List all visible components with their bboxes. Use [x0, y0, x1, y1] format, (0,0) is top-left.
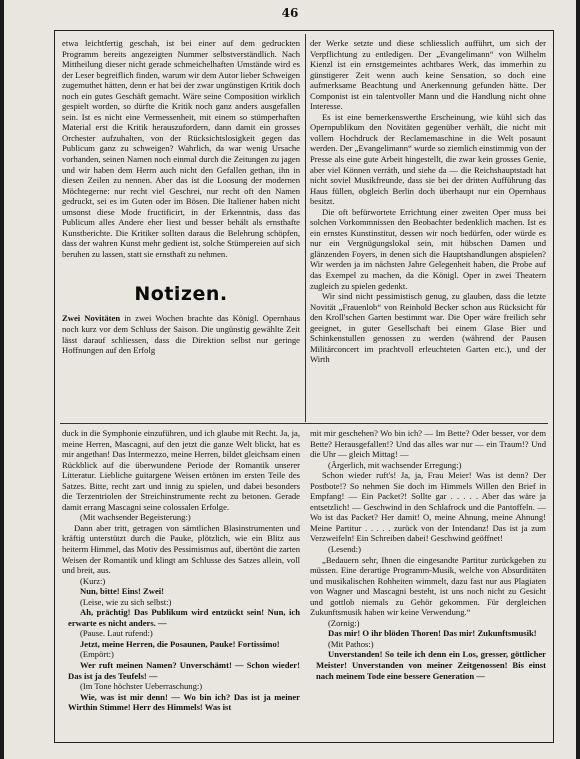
stage-direction: (Mit wachsender Begeisterung:)	[80, 512, 191, 523]
column-bottom-right	[310, 428, 546, 740]
text-block: duck in die Symphonie einzuführen, und ich glaube mit Recht. Ja, ja, meine Herren, Mascagni, auf den jetzt die ganze Welt blickt, hat es mir angethan! Das Intermezzo, meine Herren, bildet gleichsam einen Rückblick auf die überwundene Periode der Romantik unserer Litteratur. Liebliche guitargene Weisen ertönen im ersten Teile des Satzes. Bitte, recht zart und innig zu spielen, und dabei besonders die Terzentriolen der Streichinstrumente recht zu betonen. Gerade damit errang Mascagni seine colossalen Erfolge.	[62, 428, 300, 512]
spoken-line: Wer ruft meinen Namen? Unverschämt! — Schon wieder! Das ist ja des Teufels! —	[68, 660, 300, 681]
column-top-right	[310, 38, 546, 420]
section-heading-notizen: Notizen.	[134, 283, 228, 306]
notizen-paragraph	[62, 313, 300, 355]
column-top-left	[62, 38, 300, 420]
paragraph: etwa leichtfertig geschah, ist bei einer auf dem gedruckten Programm bereits angezeigten Nummer selbstverständlich. Nach Mittheilung dieser nicht gerade schmeichelhaften Umstände wird es der Leser begreiflich finden, warum wir dem Autor lieber Schweigen zugemuthet hätten, denn er hat bei der zwar ungünstigen Kritik doch noch ein gutes Geschäft gemacht. Wäre seine Composition wirklich gespielt worden, so dürfte die Kritik noch ganz anders ausgefallen sein. Ist es nicht eine Vermessenheit, mit einem so stümperhaften Material erst die Kritik herauszufordern, dann damit ein grosses Orchester aufzuhalten, von der Rücksichtslosigkeit gegen das Publicum ganz zu schweigen? Wahrlich, da war wenig Ursache vorhanden, seinen Namen noch einmal durch die Zeitungen zu jagen und wir haben dem Herrn auch nicht den Gefallen gethan, ihn in diesen Zeilen zu nennen. Aber das ist die Loosung der modernen Möchtegerne: nur recht viel Geschrei, nur recht oft den Namen gedruckt, sei es im Guten oder im Bösen. Die Italiener haben nicht umsonst diese Mode fructificirt, in der Erkenntnis, dass das Publicum alles Andere eher liest und besser behält als ernsthafte Kunstberichte. Die Kritiker sollten daraus die Belehrung schöpfen, dass der wahren Kunst mehr gedient ist, solche Stümpereien auf sich beruhen zu lassen, statt sie ernsthaft zu nehmen.	[62, 38, 300, 259]
section-divider	[60, 423, 548, 424]
column-divider	[305, 34, 306, 422]
spoken-line: Wie, was ist mir denn! — Wo bin ich? Das ist ja meiner Wirthin Stimme! Herr des Himmels! Was ist	[68, 691, 300, 713]
stage-direction: (Empört:)	[80, 649, 114, 660]
stage-direction: (Mit Pathos:)	[328, 638, 374, 649]
page-number: 46	[281, 6, 299, 20]
paragraph: Wir sind nicht pessimistisch genug, zu glauben, dass die letzte Novität „Frauenlob“ von Reinhold Becker schon aus Rücksicht für den Kroll'schen Garten bestimmt war. Die Oper wäre freilich sehr geeignet, in guter Gesellschaft bei einem Glase Bier und Schinkenstullen genossen zu werden (während der Pausen Militärconcert im prachtvoll erleuchteten Garten etc.), und der Wirth	[310, 291, 546, 365]
stage-direction: (Lesend:)	[328, 544, 361, 555]
spoken-line: Das mir! O ihr blöden Thoren! Das mir! Zukunftsmusik!	[328, 628, 537, 639]
stage-direction: (Zornig:)	[328, 617, 360, 628]
text-block: „Bedauern sehr, Ihnen die eingesandte Partitur zurückgeben zu müssen. Eine derartige Programm-Musik, welche von Absurditäten und musikalischen Rohheiten wimmelt, dazu fast nur aus Plagiaten von Wagner und Mascagni besteht, ist uns noch nicht zu Gesicht und gottlob niemals zu Gehör gekommen. Für dergleichen Zukunftsmusik haben wir keine Verwendung.“	[310, 554, 546, 618]
text-block: mit mir geschehen? Wo bin ich? — Im Bette? Oder besser, vor dem Bette? Herausgefallen!? Und das alles war nur — ein Traum!? Und die Uhr — gleich Mittag! —	[310, 428, 546, 460]
stage-direction: (Leise, wie zu sich selbst:)	[80, 596, 172, 607]
spoken-line: Unverstanden! So teile ich denn ein Los, gresser, göttlicher Meister! Unverstanden von meiner Zeitgenossen! Bis einst nach meinem Tode eine bessere Generation —	[316, 649, 546, 681]
paragraph: Es ist eine bemerkenswerthe Erscheinung, wie kühl sich das Opernpublikum den Novitäten gegenüber verhält, die nicht mit vollem Hochdruck der Reclamemaschine in die Welt posaunt werden. Der „Evangelimann“ wurde so ziemlich einstimmig von der Presse als eine gute Arbeit hingestellt, die zwar kein grosses Genie, aber viel Können verräth, und siehe da — die Reichshauptstadt hat nicht soviel Musikfreunde, dass sie bei der dritten Aufführung das Haus füllen, obgleich Berlin doch überhaupt nur ein Opernhaus besitzt.	[310, 111, 546, 207]
spoken-line: Nun, bitte! Eins! Zwei!	[80, 586, 165, 597]
stage-direction: (Pause. Laut rufend:)	[80, 628, 153, 639]
document-page	[4, 0, 576, 759]
notizen-run-in-head: Zwei Novitäten	[62, 313, 121, 324]
spoken-line: Jetzt, meine Herren, die Posaunen, Pauke! Fortissimo!	[80, 638, 280, 649]
column-bottom-left	[62, 428, 300, 740]
text-block: Schon wieder ruft's! Ja, ja, Frau Meier! Was ist denn? Der Postbote!? So nehmen Sie doch im Himmels Willen den Brief in Empfang! — Ein Packet?! Sollte gar . . . . . Aber das wäre ja entsetzlich! — Geschwind in den Schlafrock und die Pantoffeln. — Wo ist das Packet? Her damit! O, meine Ahnung, meine Ahnung! Meine Partitur . . . . . zurück von der Intendanz! Das ist ja zum Verzweifeln! Ein Schreiben dabei! Geschwind geöffnet!	[310, 470, 546, 544]
spoken-line: Ah, prächtig! Das Publikum wird entzückt sein! Nun, ich erwarte es nicht anders. —	[68, 607, 300, 628]
stage-direction: (Im Tone höchster Ueberraschung:)	[80, 681, 203, 692]
stage-direction: (Kurz:)	[80, 575, 106, 586]
text-block: Dann aber tritt, getragen von sämtlichen Blasinstrumenten und kräftig unterstützt durch die Pauke, plötzlich, wie ein Blitz aus heiterm Himmel, das Motiv des Pessimismus auf, übertönt die zarten Weisen der Romantik und klingt am Schlusse des Satzes allein, voll und breit, aus.	[62, 522, 300, 576]
notizen-body: in zwei Wochen brachte das Königl. Opernhaus noch kurz vor dem Schluss der Saison. Die ungünstig gewählte Zeit lässt darauf schliessen, dass die Direktion selbst nur geringe Hoffnungen auf den Erfolg	[62, 313, 300, 356]
paragraph: der Werke setzte und diese schliesslich aufführt, um sich der Verpflichtung zu entledigen. Der „Evangelimann“ von Wilhelm Kienzl ist ein ernstgemeintes achtbares Werk, das immerhin zu günstigerer Zeit wenn auch keine Sensation, so doch eine aufmerksame Beachtung und Anerkennung gefunden hätte. Der Componist ist ein talentvoller Mann und die Handlung nicht ohne Interesse.	[310, 38, 546, 112]
stage-direction: (Ärgerlich, mit wachsender Erregung:)	[328, 459, 462, 470]
paragraph: Die oft befürwortete Errichtung einer zweiten Oper muss bei solchen Vorkommnissen den Beobachter bedenklich machen. Ist es ein ernstes Kunstinstitut, dessen wir noch bedürfen, oder würde es nur ein Vergnügungslokal sein, mit hübschen Damen und glänzenden Foyers, in denen sich die Hauptshandlungen abspielen? Wir werden ja im nächsten Jahre Gelegenheit haben, die Probe auf das Exempel zu machen, da die Königl. Oper in zwei Theatern zugleich zu spielen gedenkt.	[310, 206, 546, 291]
